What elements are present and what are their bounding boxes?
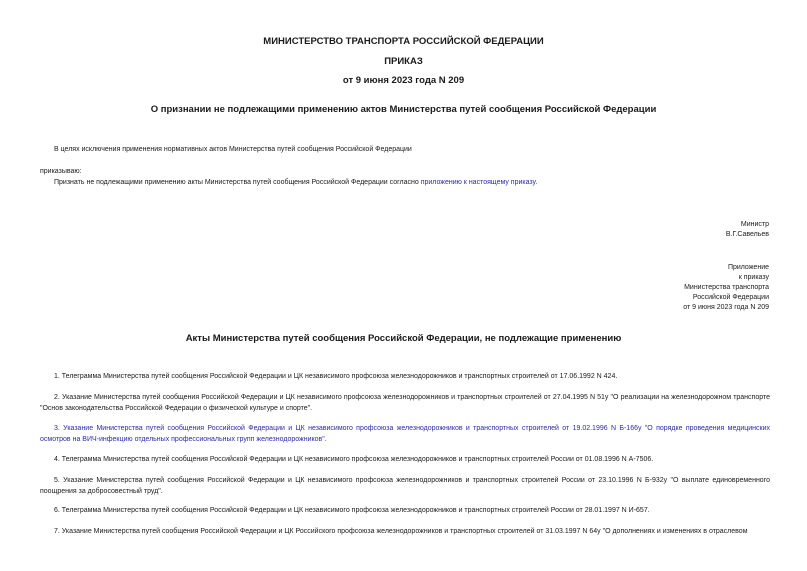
decision-end: .	[535, 179, 538, 186]
ministry-heading: МИНИСТЕРСТВО ТРАНСПОРТА РОССИЙСКОЙ ФЕДЕРАЦИИ	[263, 36, 544, 47]
decision-text: Признать не подлежащими применению акты Министерства путей сообщения Российской Федерации согласно	[54, 179, 421, 186]
list-item: 5. Указание Министерства путей сообщения Российской Федерации и ЦК независимого профсоюза железнодорожников и транспортных строителей России от 23.10.1996 N Б-932у "О выплате единовременного поощрения за добросовестный труд".	[40, 477, 770, 495]
appendix-line-4: Российской Федерации	[692, 294, 769, 301]
decision-paragraph	[54, 177, 537, 188]
doc-type-heading: ПРИКАЗ	[384, 56, 423, 67]
appendix-line-3: Министерства транспорта	[684, 284, 769, 291]
order-word: приказываю:	[40, 168, 82, 175]
list-item-linked[interactable]: 3. Указание Министерства путей сообщения Российской Федерации и ЦК независимого профсоюза железнодорожников и транспортных строителей от 19.02.1996 N Б-166у "О порядке проведения медицинских осмотров на ВИЧ-инфекцию отдельных профессиональных групп железнодорожников".	[40, 425, 770, 443]
list-item: 1. Телеграмма Министерства путей сообщения Российской Федерации и ЦК независимого профсоюза железнодорожников и транспортных строителей от 17.06.1992 N 424.	[54, 373, 618, 380]
date-number-heading: от 9 июня 2023 года N 209	[342, 75, 465, 86]
signature-position: Министр	[740, 221, 769, 228]
list-item: 4. Телеграмма Министерства путей сообщения Российской Федерации и ЦК независимого профсоюза железнодорожников и транспортных строителей России от 01.08.1996 N А-7506.	[54, 456, 654, 463]
document-title: О признании не подлежащими применению актов Министерства путей сообщения Российской Федерации	[150, 104, 657, 115]
appendix-line-1: Приложение	[727, 264, 769, 271]
signature-name: В.Г.Савельев	[725, 231, 769, 238]
appendix-line-5: от 9 июня 2023 года N 209	[683, 304, 769, 311]
list-item: 7. Указание Министерства путей сообщения Российской Федерации и ЦК Российского профсоюза железнодорожников и транспортных строителей от 31.03.1997 N 64у "О дополнениях и изменениях в отраслевом	[54, 528, 748, 535]
list-item: 6. Телеграмма Министерства путей сообщения Российской Федерации и ЦК независимого профсоюза железнодорожников и транспортных строителей России от 28.01.1997 N И-657.	[54, 507, 650, 514]
list-item: 2. Указание Министерства путей сообщения Российской Федерации и ЦК независимого профсоюза железнодорожников и транспортных строителей от 27.04.1995 N 51у "О реализации на железнодорожном транспорте "Основ законодательства Российской Федерации о физической культуре и спорте".	[40, 394, 770, 412]
appendix-link[interactable]: приложению к настоящему приказу	[420, 179, 536, 186]
appendix-line-2: к приказу	[738, 274, 769, 281]
preamble-text: В целях исключения применения нормативных актов Министерства путей сообщения Российской Федерации	[54, 146, 412, 153]
appendix-title: Акты Министерства путей сообщения Российской Федерации, не подлежащие применению	[185, 333, 622, 344]
